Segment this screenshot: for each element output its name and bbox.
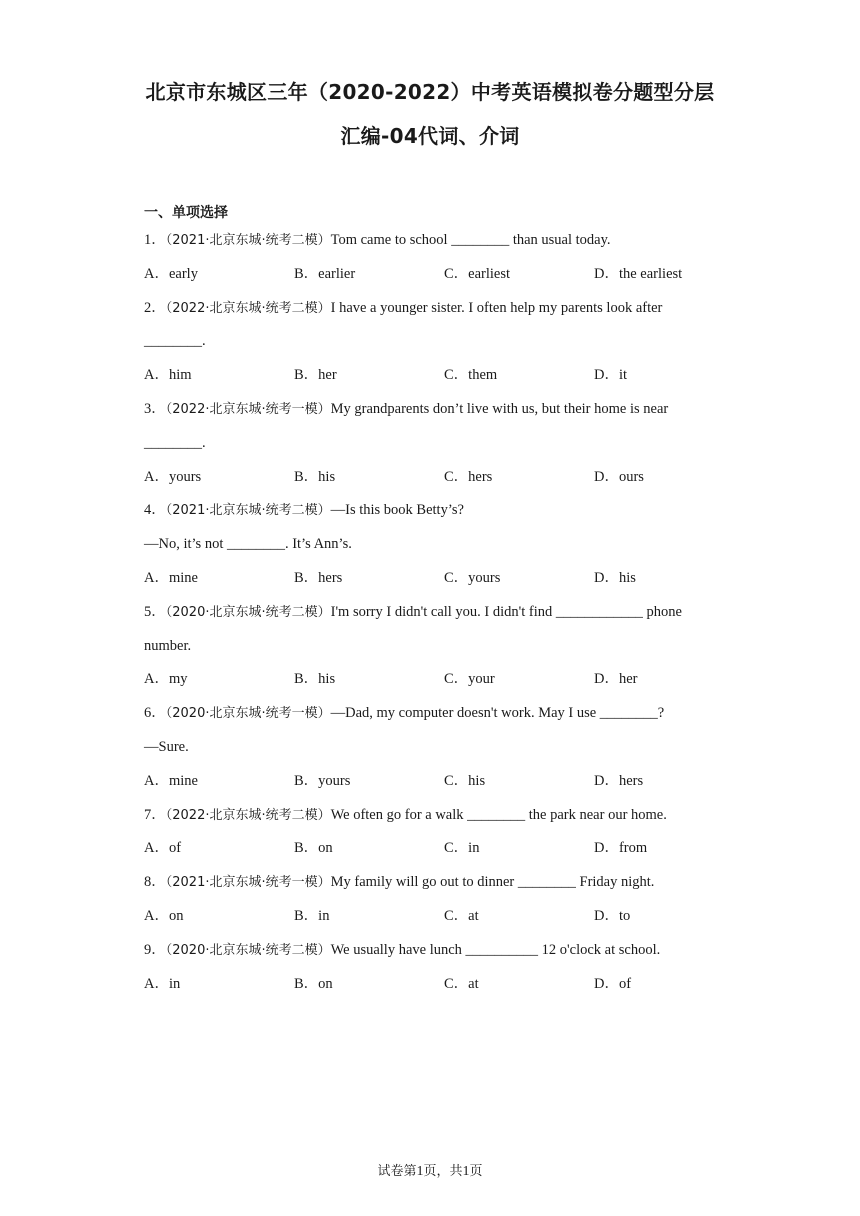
question-number: 5．	[144, 603, 166, 620]
question-continuation: ________.	[144, 434, 206, 451]
answer-option: A．him	[144, 367, 192, 384]
answer-option: C．in	[444, 840, 480, 857]
question-stem	[144, 500, 464, 521]
answer-option: A．on	[144, 908, 184, 924]
question-stem	[144, 399, 668, 420]
answer-option: B．on	[294, 840, 333, 857]
answer-option: B．yours	[294, 772, 351, 789]
page-footer	[0, 1160, 860, 1180]
answer-option: B．hers	[294, 570, 343, 586]
question-text: —Dad, my computer doesn't work. May I use ________?	[330, 705, 665, 722]
question-text: —Is this book Betty’s?	[330, 502, 464, 519]
question-number: 1．	[144, 232, 166, 248]
answer-option: C．your	[444, 671, 495, 688]
answer-option: C．them	[444, 367, 498, 384]
answer-option: A．of	[144, 840, 182, 857]
question-stem	[144, 703, 664, 724]
question-source: （2022·北京东城·统考一模）	[165, 402, 331, 417]
footer-middle: 页，共	[423, 1164, 463, 1179]
question-continuation: number.	[144, 637, 192, 654]
answer-option: B．earlier	[294, 265, 356, 282]
answer-option: C．at	[444, 975, 479, 992]
question-source: （2021·北京东城·统考二模）	[165, 233, 331, 248]
question-source: （2020·北京东城·统考二模）	[165, 604, 331, 620]
answer-option: A．my	[144, 671, 188, 688]
answer-option: C．hers	[444, 468, 493, 485]
answer-option: D．hers	[594, 772, 644, 789]
question-source: （2021·北京东城·统考一模）	[165, 875, 331, 891]
answer-option: D．to	[594, 908, 631, 924]
answer-option: D．the earliest	[594, 265, 683, 282]
answer-option: A．mine	[144, 570, 198, 586]
question-source: （2020·北京东城·统考一模）	[165, 706, 331, 722]
answer-option: A．early	[144, 265, 198, 282]
answer-option: D．her	[594, 671, 638, 688]
answer-option: D．from	[594, 840, 648, 857]
question-source: （2020·北京东城·统考二模）	[165, 942, 331, 958]
question-text: My grandparents don’t live with us, but their home is near	[330, 401, 669, 417]
page-title-line-2: 汇编-04代词、介词	[340, 124, 520, 148]
answer-option: A．in	[144, 975, 181, 992]
answer-option: A．mine	[144, 772, 198, 789]
question-text: Tom came to school ________ than usual today.	[330, 232, 611, 248]
question-number: 8．	[144, 874, 166, 891]
question-number: 9．	[144, 941, 166, 958]
answer-option: D．it	[594, 367, 628, 384]
question-continuation: —No, it’s not ________. It’s Ann’s.	[144, 536, 352, 553]
answer-option: B．his	[294, 671, 336, 688]
answer-option: D．his	[594, 570, 636, 586]
question-source: （2021·北京东城·统考二模）	[165, 503, 331, 519]
question-stem	[144, 602, 682, 623]
answer-option: B．on	[294, 975, 333, 992]
question-number: 6．	[144, 705, 166, 722]
answer-option: B．in	[294, 908, 330, 924]
question-number: 3．	[144, 401, 166, 417]
question-number: 2．	[144, 299, 166, 316]
question-stem	[144, 805, 667, 826]
answer-option: B．his	[294, 468, 336, 485]
question-continuation: —Sure.	[144, 739, 189, 755]
answer-option: D．ours	[594, 468, 644, 485]
footer-total-pages: 1	[462, 1164, 470, 1179]
answer-option: A．yours	[144, 468, 202, 485]
question-stem	[144, 230, 611, 251]
question-source: （2022·北京东城·统考二模）	[165, 807, 331, 823]
footer-suffix: 页	[469, 1164, 483, 1179]
question-number: 7．	[144, 806, 166, 823]
question-text: We often go for a walk ________ the park near our home.	[330, 806, 667, 823]
question-stem	[144, 940, 660, 961]
answer-option: C．earliest	[444, 265, 511, 282]
page-title-line-1: 北京市东城区三年（2020-2022）中考英语模拟卷分题型分层	[145, 80, 715, 104]
footer-page-number: 1	[416, 1164, 424, 1179]
question-source: （2022·北京东城·统考二模）	[165, 300, 331, 316]
question-number: 4．	[144, 502, 166, 519]
question-text: I have a younger sister. I often help my parents look after	[330, 299, 663, 316]
answer-option: B．her	[294, 367, 337, 384]
question-stem	[144, 298, 662, 319]
question-text: I'm sorry I didn't call you. I didn't find ____________ phone	[330, 603, 682, 620]
answer-option: C．at	[444, 908, 479, 924]
footer-prefix: 试卷第	[377, 1164, 417, 1179]
answer-option: C．yours	[444, 570, 501, 586]
question-text: My family will go out to dinner ________ Friday night.	[330, 874, 655, 891]
section-heading: 一、单项选择	[144, 205, 228, 221]
question-continuation: ________.	[144, 333, 206, 350]
question-stem	[144, 872, 654, 893]
answer-option: D．of	[594, 975, 632, 992]
answer-option: C．his	[444, 772, 486, 789]
question-text: We usually have lunch __________ 12 o'clock at school.	[330, 941, 661, 958]
